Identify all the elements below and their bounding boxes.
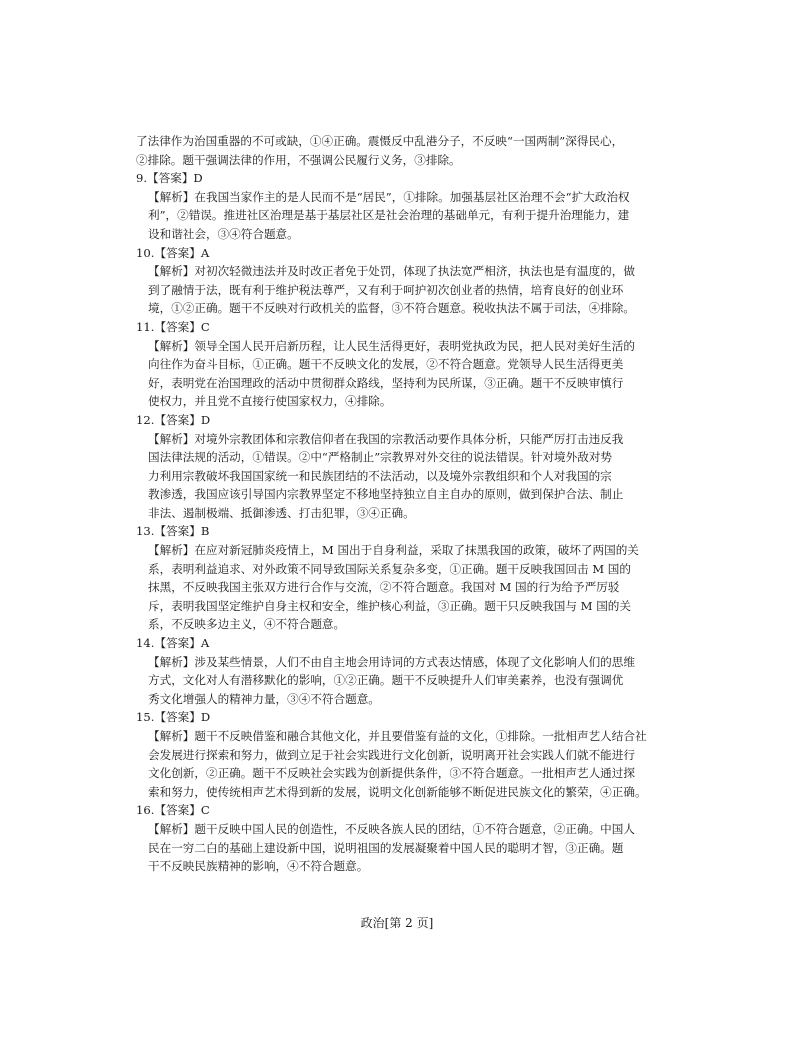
- explanation-line: 干不反映民族精神的影响，④不符合题意。: [148, 859, 369, 874]
- answer-list: [136, 169, 664, 876]
- answer-item: [136, 522, 664, 634]
- explanation-line: 系，不反映多边主义，④不符合题意。: [148, 617, 346, 632]
- answer-item: [136, 801, 664, 875]
- explanation-line: 向往作为奋斗目标，①正确。题干不反映文化的发展，②不符合题意。党领导人民生活得更美: [148, 357, 624, 372]
- explanation-line: 【解析】题干不反映借鉴和融合其他文化，并且要借鉴有益的文化，①排除。一批相声艺人结合社: [148, 729, 647, 743]
- explanation-line: 秀文化增强人的精神力量，③④不符合题意。: [148, 691, 380, 706]
- explanation-line: 方式，文化对人有潜移默化的影响，①②正确。题干不反映提升人们审美素养，也没有强调优: [148, 673, 624, 688]
- page-footer: 政治[第 2 页]: [360, 916, 434, 930]
- explanation-line: 【解析】领导全国人民开启新历程，让人民生活得更好，表明党执政为民，把人民对美好生活的: [148, 338, 635, 353]
- explanation-line: 斥，表明我国坚定维护自身主权和安全，维护核心利益，③正确。题干只反映我国与 M 国的关: [148, 598, 631, 613]
- explanation-line: 抹黑，不反映我国主张双方进行合作与交流，②不符合题意。我国对 M 国的行为给予严厉驳: [148, 580, 620, 595]
- explanation-line: 文化创新，②正确。题干不反映社会实践为创新提供条件，③不符合题意。一批相声艺人通过探: [148, 766, 635, 781]
- answer-item: [136, 634, 664, 708]
- explanation-line: 【解析】对初次轻微违法并及时改正者免于处罚，体现了执法宽严相济，执法也是有温度的，做: [148, 264, 635, 279]
- explanation-line: 【解析】涉及某些情景，人们不由自主地会用诗词的方式表达情感，体现了文化影响人们的思维: [148, 654, 635, 669]
- intro-paragraph: [136, 132, 664, 169]
- answer-item: [136, 708, 664, 801]
- explanation-line: 设和谐社会，③④符合题意。: [148, 226, 299, 241]
- text-line: 了法律作为治国重器的不可或缺，①④正确。震慑反中乱港分子，不反映“一国两制”深得民心，: [136, 134, 624, 148]
- explanation-line: 使权力，并且党不直接行使国家权力，④排除。: [148, 394, 392, 409]
- answer-item: [136, 411, 664, 523]
- explanation-line: 民在一穷二白的基础上建设新中国，说明祖国的发展凝聚着中国人民的聪明才智，③正确。题: [148, 840, 624, 855]
- explanation-line: 【解析】在我国当家作主的是人民而不是“居民”，①排除。加强基层社区治理不会“扩大政治权: [148, 189, 630, 204]
- explanation-line: 利”，②错误。推进社区治理是基于基层社区是社会治理的基础单元，有利于提升治理能力，建: [148, 208, 630, 223]
- explanation-line: 【解析】题干反映中国人民的创造性，不反映各族人民的团结，①不符合题意，②正确。中国人: [148, 821, 635, 836]
- explanation-line: 非法、遏制极端、抵御渗透、打击犯罪，③④正确。: [148, 505, 415, 520]
- answer-label: 13.【答案】B: [136, 524, 210, 539]
- answer-item: [136, 169, 664, 243]
- explanation-line: 好，表明党在治国理政的活动中贯彻群众路线，坚持利为民所谋，③正确。题干不反映审慎行: [148, 375, 624, 390]
- explanation-line: 【解析】在应对新冠肺炎疫情上，M 国出于自身利益，采取了抹黑我国的政策，破坏了两国的关: [148, 543, 639, 558]
- explanation-line: 【解析】对境外宗教团体和宗教信仰者在我国的宗教活动要作具体分析，只能严厉打击违反我: [148, 431, 624, 446]
- answer-label: 10.【答案】A: [136, 245, 210, 260]
- answer-label: 12.【答案】D: [136, 412, 211, 427]
- answer-label: 16.【答案】C: [136, 803, 210, 818]
- text-line: ②排除。题干强调法律的作用，不强调公民履行义务，③排除。: [136, 152, 461, 167]
- explanation-line: 教渗透，我国应该引导国内宗教界坚定不移地坚持独立自主自办的原则，做到保护合法、制止: [148, 487, 624, 502]
- answer-label: 9.【答案】D: [136, 171, 203, 186]
- answer-label: 11.【答案】C: [136, 319, 210, 334]
- explanation-line: 到了融情于法，既有利于维护税法尊严，又有利于呵护初次创业者的热情，培育良好的创业环: [148, 282, 624, 297]
- explanation-line: 境，①②正确。题干不反映对行政机关的监督，③不符合题意。税收执法不属于司法，④排除。: [148, 301, 635, 316]
- answer-item: [136, 318, 664, 411]
- explanation-line: 国法律法规的活动，①错误。②中“严格制止”宗教界对外交往的说法错误。针对境外敌对势: [148, 450, 613, 465]
- explanation-line: 索和努力，使传统相声艺术得到新的发展，说明文化创新能够不断促进民族文化的繁荣，④正确。: [148, 784, 647, 799]
- answer-content: [136, 132, 664, 876]
- answer-label: 15.【答案】D: [136, 710, 211, 725]
- explanation-line: 系，表明利益追求、对外政策不同导致国际关系复杂多变，①正确。题干反映我国回击 M 国的: [148, 561, 631, 576]
- answer-item: [136, 244, 664, 318]
- explanation-line: 会发展进行探索和努力，做到立足于社会实践进行文化创新，说明离开社会实践人们就不能进行: [148, 747, 635, 762]
- answer-label: 14.【答案】A: [136, 636, 210, 651]
- explanation-line: 力利用宗教破坏我国国家统一和民族团结的不法活动，以及境外宗教组织和个人对我国的宗: [148, 468, 612, 483]
